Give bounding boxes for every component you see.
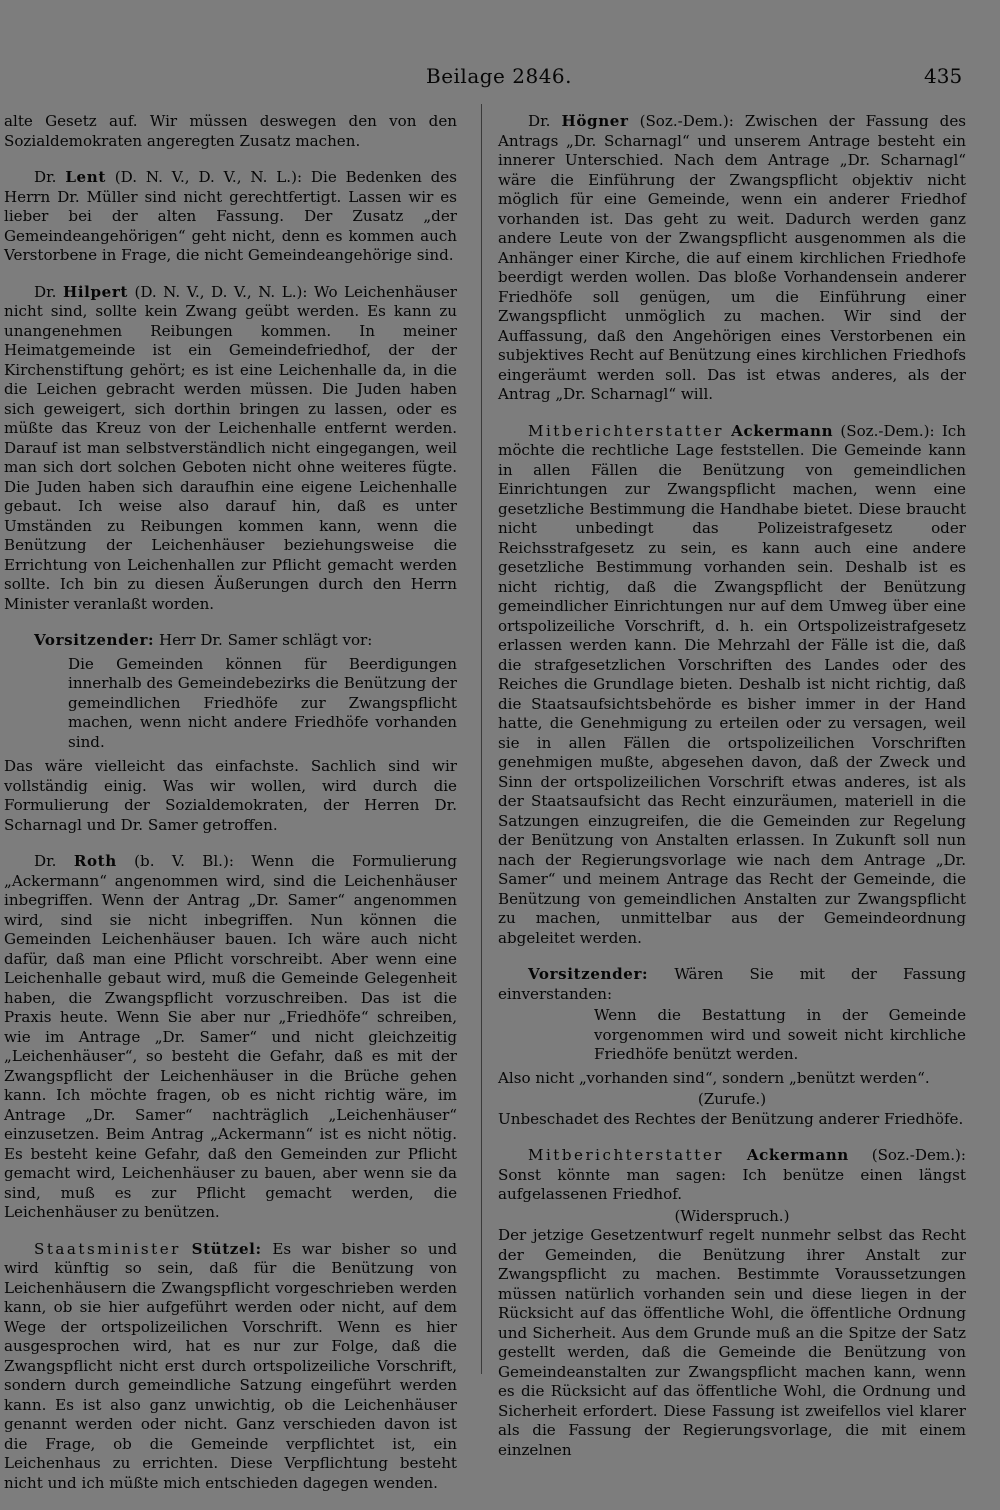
column-divider — [481, 104, 482, 1374]
speaker-role: Staatsminister — [34, 1239, 181, 1258]
proposal-quote: Wenn die Bestattung in der Gemeinde vorgenommen wird und soweit nicht kirchliche Friedhöfe benützt werden. — [594, 1006, 966, 1063]
speech-vorsitzender — [4, 631, 457, 651]
speech-stuetzel — [4, 1240, 457, 1494]
speaker-name: Ackermann — [746, 1146, 849, 1164]
speech-vorsitzender — [498, 965, 966, 1004]
speech-continuation: Der jetzige Gesetzentwurf regelt nunmehr selbst das Recht der Gemeinden, die Benützung ihrer Anstalt zur Zwangspflicht zu machen. Bestimmte Voraussetzungen müssen natürlich vorhanden sein und diese liegen in der Rücksicht auf das öffentliche Wohl, die öffentliche Ordnung und Sicherheit. Aus dem Grunde muß an die Spitze der Satz gestellt werden, daß die Gemeinde die Benützung von Gemeindeanstalten zur Zwangspflicht machen kann, wenn es die Rücksicht auf das öffentliche Wohl, die Ordnung und Sicherheit erfordert. Diese Fassung ist zweifellos viel klarer als die Fassung der Regierungsvorlage, die mit einem einzelnen — [498, 1226, 966, 1459]
left-column — [4, 112, 457, 1510]
speech-continuation: Also nicht „vorhanden sind“, sondern „benützt werden“. — [498, 1068, 930, 1087]
speech-text: (Soz.-Dem.): Zwischen der Fassung des Antrags „Dr. Scharnagl“ und unserem Antrage besteht ein innerer Unterschied. Nach dem Antrage „Dr. Scharnagl“ wäre die Einführung der Zwangspflicht objektiv nicht möglich für eine Gemeinde, wenn ein anderer Friedhof vorhanden ist. Das geht zu weit. Dadurch werden ganz andere Leute von der Zwangspflicht ausgenommen als die Anhänger einer Kirche, die auf einem kirchlichen Friedhofe beerdigt werden wollen. Das bloße Vorhandensein anderer Friedhöfe soll genügen, um die Einführung einer Zwangspflicht unmöglich zu machen. Wir sind der Auffassung, daß den Angehörigen eines Verstorbenen ein subjektives Recht auf Benützung eines kirchlichen Friedhofs eingeräumt werden soll. Das ist etwas anderes, als der Antrag „Dr. Scharnagl“ will. — [498, 112, 966, 403]
speaker-name: Stützel: — [191, 1239, 262, 1258]
speech-hoegner — [498, 112, 966, 405]
speech-text: Es war bisher so und wird künftig so sein, daß für die Benützung von Leichenhäusern die Zwangspflicht vorgeschrieben werden kann, ob sie hier aufgeführt werden oder nicht, auf dem Wege der ortspolizeilichen Vorschrift. Wenn es hier ausgesprochen wird, hat es nur zur Folge, daß die Zwangspflicht nicht erst durch ortspolizeiliche Vorschrift, sondern durch gemeindliche Satzung eingeführt werden kann. Es ist also ganz unwichtig, ob die Leichenhäuser genannt werden oder nicht. Ganz verschieden davon ist die Frage, ob die Gemeinde verpflichtet ist, ein Leichenhaus zu errichten. Diese Verpflichtung besteht nicht und ich müßte mich entschieden dagegen wenden. — [4, 1239, 457, 1492]
speaker-role: Mitberichterstatter — [528, 421, 724, 440]
speech-ackermann — [498, 1146, 966, 1205]
speech-text: (Soz.-Dem.): Sonst könnte man sagen: Ich benütze einen längst aufgelassenen Friedhof. — [498, 1146, 966, 1203]
speech-lent — [4, 168, 457, 266]
speaker-name: Högner — [561, 112, 629, 130]
interjection: (Zurufe.) — [697, 1090, 767, 1108]
speaker-name: Hilpert — [62, 282, 128, 301]
speaker-name: Lent — [65, 168, 106, 186]
right-column — [498, 112, 966, 1477]
page-header — [0, 64, 1000, 98]
speech-text: (D. N. V., D. V., N. L.): Die Bedenken des Herrn Dr. Müller sind nicht gerechtfertigt. Lassen wir es lieber bei der alten Fassung. Der Zusatz „der Gemeindeangehörigen“ geht nicht, denn es kommen auch Verstorbene in Frage, die nicht Gemeindeangehörige sind. — [4, 168, 457, 264]
speaker-title: Dr. — [34, 852, 57, 870]
speaker-name: Vorsitzender: — [34, 631, 155, 649]
proposal-quote: Die Gemeinden können für Beerdigungen innerhalb des Gemeindebezirks die Benützung der gemeindlichen Friedhöfe zur Zwangspflicht machen, wenn nicht andere Friedhöfe vorhanden sind. — [68, 654, 457, 751]
header-title: Beilage 2846. — [426, 64, 573, 88]
speaker-name: Ackermann — [731, 421, 834, 440]
speech-text: (b. V. Bl.): Wenn die Formulierung „Ackermann“ angenommen wird, sind die Leichenhäuser inbegriffen. Wenn der Antrag „Dr. Samer“ angenommen wird, sind sie nicht inbegriffen. Nun können die Gemeinden Leichenhäuser bauen. Ich wäre auch nicht dafür, daß man eine Pflicht vorschreibt. Aber wenn eine Leichenhalle gebaut wird, muß die Gemeinde Gelegenheit haben, die Zwangspflicht vorzuschreiben. Das ist die Praxis heute. Wenn Sie aber nur „Friedhöfe“ schreiben, wie im Antrage „Dr. Samer“ und nicht gleichzeitig „Leichenhäuser“, so besteht die Gefahr, daß es mit der Zwangspflicht der Leichenhäuser in die Brüche gehen kann. Ich möchte fragen, ob es nicht richtig wäre, im Antrage „Dr. Samer“ nachträglich „Leichenhäuser“ einzusetzen. Beim Antrag „Ackermann“ ist es nicht nötig. Es besteht keine Gefahr, daß den Gemeinden zur Pflicht gemacht wird, Leichenhäuser zu bauen, aber wenn sie da sind, muß es zur Pflicht gemacht werden, die Leichenhäuser zu benützen. — [4, 852, 457, 1221]
paragraph-continuation: alte Gesetz auf. Wir müssen deswegen den von den Sozialdemokraten angeregten Zusatz machen. — [4, 112, 457, 150]
speech-text: Wären Sie mit der Fassung einverstanden: — [498, 965, 966, 1003]
speaker-title: Dr. — [34, 168, 57, 186]
speech-ackermann — [498, 422, 966, 949]
speech-continuation: Das wäre vielleicht das einfachste. Sachlich sind wir vollständig einig. Was wir wollen, wird durch die Formulierung der Sozialdemokraten, der Herren Dr. Scharnagl und Dr. Samer getroffen. — [4, 757, 457, 834]
speech-continuation: Unbeschadet des Rechtes der Benützung anderer Friedhöfe. — [498, 1109, 964, 1128]
speech-text: Herr Dr. Samer schlägt vor: — [159, 631, 373, 649]
speech-hilpert — [4, 283, 457, 615]
speaker-title: Dr. — [528, 112, 551, 130]
speaker-role: Mitberichterstatter — [528, 1146, 724, 1164]
page-number: 435 — [924, 64, 963, 88]
speech-text: (Soz.-Dem.): Ich möchte die rechtliche Lage feststellen. Die Gemeinde kann in allen Fällen die Benützung von gemeindlichen Einrichtungen zur Zwangspflicht machen, wenn eine gesetzliche Bestimmung die Handhabe bietet. Diese braucht nicht unbedingt das Polizeistrafgesetz oder Reichsstrafgesetz zu sein, es kann auch eine andere gesetzliche Bestimmung vorhanden sein. Deshalb ist es nicht richtig, daß die Zwangspflicht der Benützung gemeindlicher Einrichtungen nur auf dem Umweg über eine ortspolizeiliche Vorschrift, d. h. ein Ortspolizeistrafgesetz erlassen werden kann. Die Mehrzahl der Fälle ist die, daß die strafgesetzlichen Vorschriften des Landes oder des Reiches die Grundlage bieten. Deshalb ist nicht richtig, daß die Staatsaufsichtsbehörde es bisher immer in der Hand hatte, die Genehmigung zu erteilen oder zu versagen, weil sie in allen Fällen die ortspolizeilichen Vorschriften genehmigen mußte, abgesehen davon, daß der Zweck und Sinn der ortspolizeilichen Vorschrift etwas anderes, ist als der Staatsaufsicht das Recht einzuräumen, materiell in die Satzungen einzugreifen, die die Gemeinden zur Regelung der Benützung von Anstalten erlassen. In Zukunft soll nun nach der Regierungsvorlage wie nach dem Antrage „Dr. Samer“ und meinem Antrage das Recht der Gemeinde, die Benützung von gemeindlichen Anstalten zur Zwangspflicht zu machen, unmittelbar aus der Gemeindeordnung abgeleitet werden. — [498, 421, 966, 947]
interjection: (Widerspruch.) — [674, 1206, 790, 1225]
speaker-name: Roth — [73, 852, 117, 870]
speaker-title: Dr. — [34, 282, 57, 301]
speech-roth — [4, 852, 457, 1223]
speech-text: (D. N. V., D. V., N. L.): Wo Leichenhäuser nicht sind, sollte kein Zwang geübt werden. Es kann zu unangenehmen Reibungen kommen. In meiner Heimatgemeinde ist ein Gemeindefriedhof, der der Kirchenstiftung gehört; es ist eine Leichenhalle da, in die die Leichen gebracht werden müssen. Die Juden haben sich geweigert, sich dorthin bringen zu lassen, oder es müßte das Kreuz von der Leichenhalle entfernt werden. Darauf ist man selbstverständlich nicht eingegangen, weil man sich dort solchen Geboten nicht ohne weiteres fügte. Die Juden haben sich daraufhin eine eigene Leichenhalle gebaut. Ich weise also darauf hin, daß es unter Umständen zu Reibungen kommen kann, wenn die Benützung der Leichenhäuser beziehungsweise die Errichtung von Leichenhallen zur Pflicht gemacht werden sollte. Ich bin zu diesen Äußerungen durch den Herrn Minister veranlaßt worden. — [4, 282, 457, 613]
speaker-name: Vorsitzender: — [528, 965, 649, 983]
